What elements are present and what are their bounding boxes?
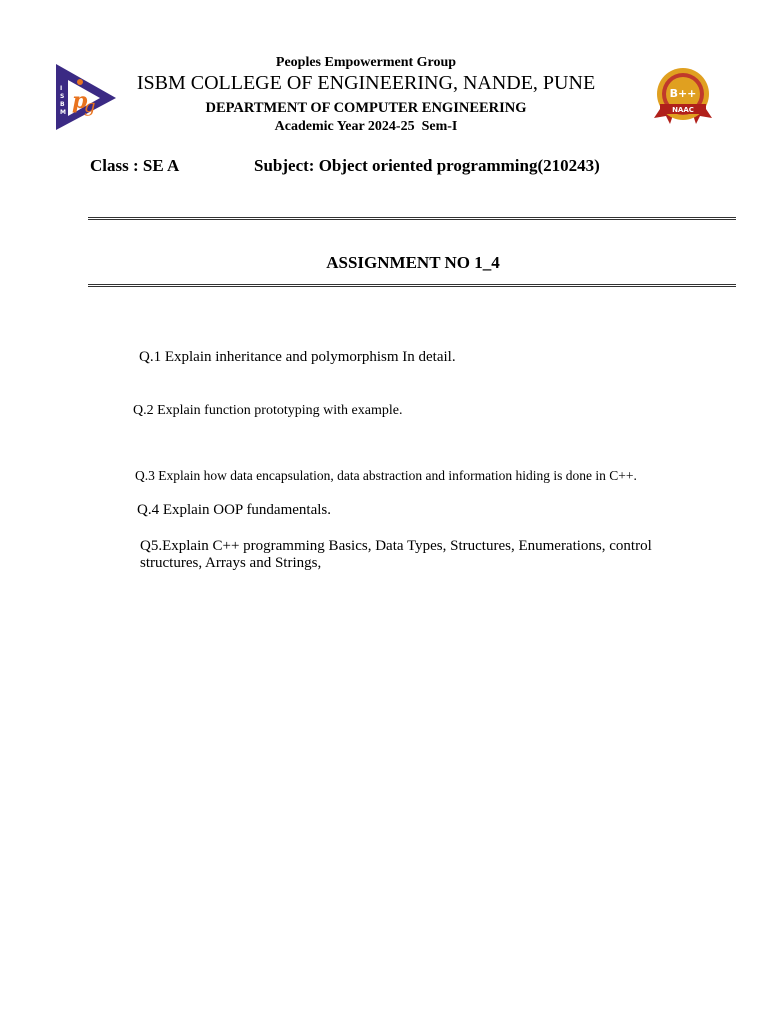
question-5: Q5.Explain C++ programming Basics, Data Types, Structures, Enumerations, control structures, Arrays and Strings, xyxy=(140,538,652,571)
svg-text:M: M xyxy=(60,109,66,116)
subject-label: Subject: Object oriented programming(210243) xyxy=(254,156,600,175)
svg-text:S: S xyxy=(60,93,65,100)
divider-bottom xyxy=(88,284,736,287)
svg-text:B++: B++ xyxy=(669,87,697,100)
assignment-title: ASSIGNMENT NO 1_4 xyxy=(326,253,500,272)
question-4: Q.4 Explain OOP fundamentals. xyxy=(137,502,331,518)
svg-text:g: g xyxy=(84,96,96,117)
svg-text:B: B xyxy=(60,101,65,108)
question-2: Q.2 Explain function prototyping with example. xyxy=(133,403,403,418)
question-1: Q.1 Explain inheritance and polymorphism In detail. xyxy=(139,349,456,365)
svg-text:I: I xyxy=(60,85,63,92)
svg-text:p: p xyxy=(72,88,88,114)
group-name: Peoples Empowerment Group xyxy=(275,55,457,70)
class-label: Class : SE A xyxy=(90,156,180,175)
department-name: DEPARTMENT OF COMPUTER ENGINEERING xyxy=(205,100,527,116)
academic-year: Academic Year 2024-25 Sem-I xyxy=(274,119,458,134)
svg-text:NAAC: NAAC xyxy=(672,106,694,114)
college-name: ISBM COLLEGE OF ENGINEERING, NANDE, PUNE xyxy=(136,72,596,94)
question-3: Q.3 Explain how data encapsulation, data abstraction and information hiding is done in C++. xyxy=(135,468,637,483)
divider-top xyxy=(88,217,736,220)
